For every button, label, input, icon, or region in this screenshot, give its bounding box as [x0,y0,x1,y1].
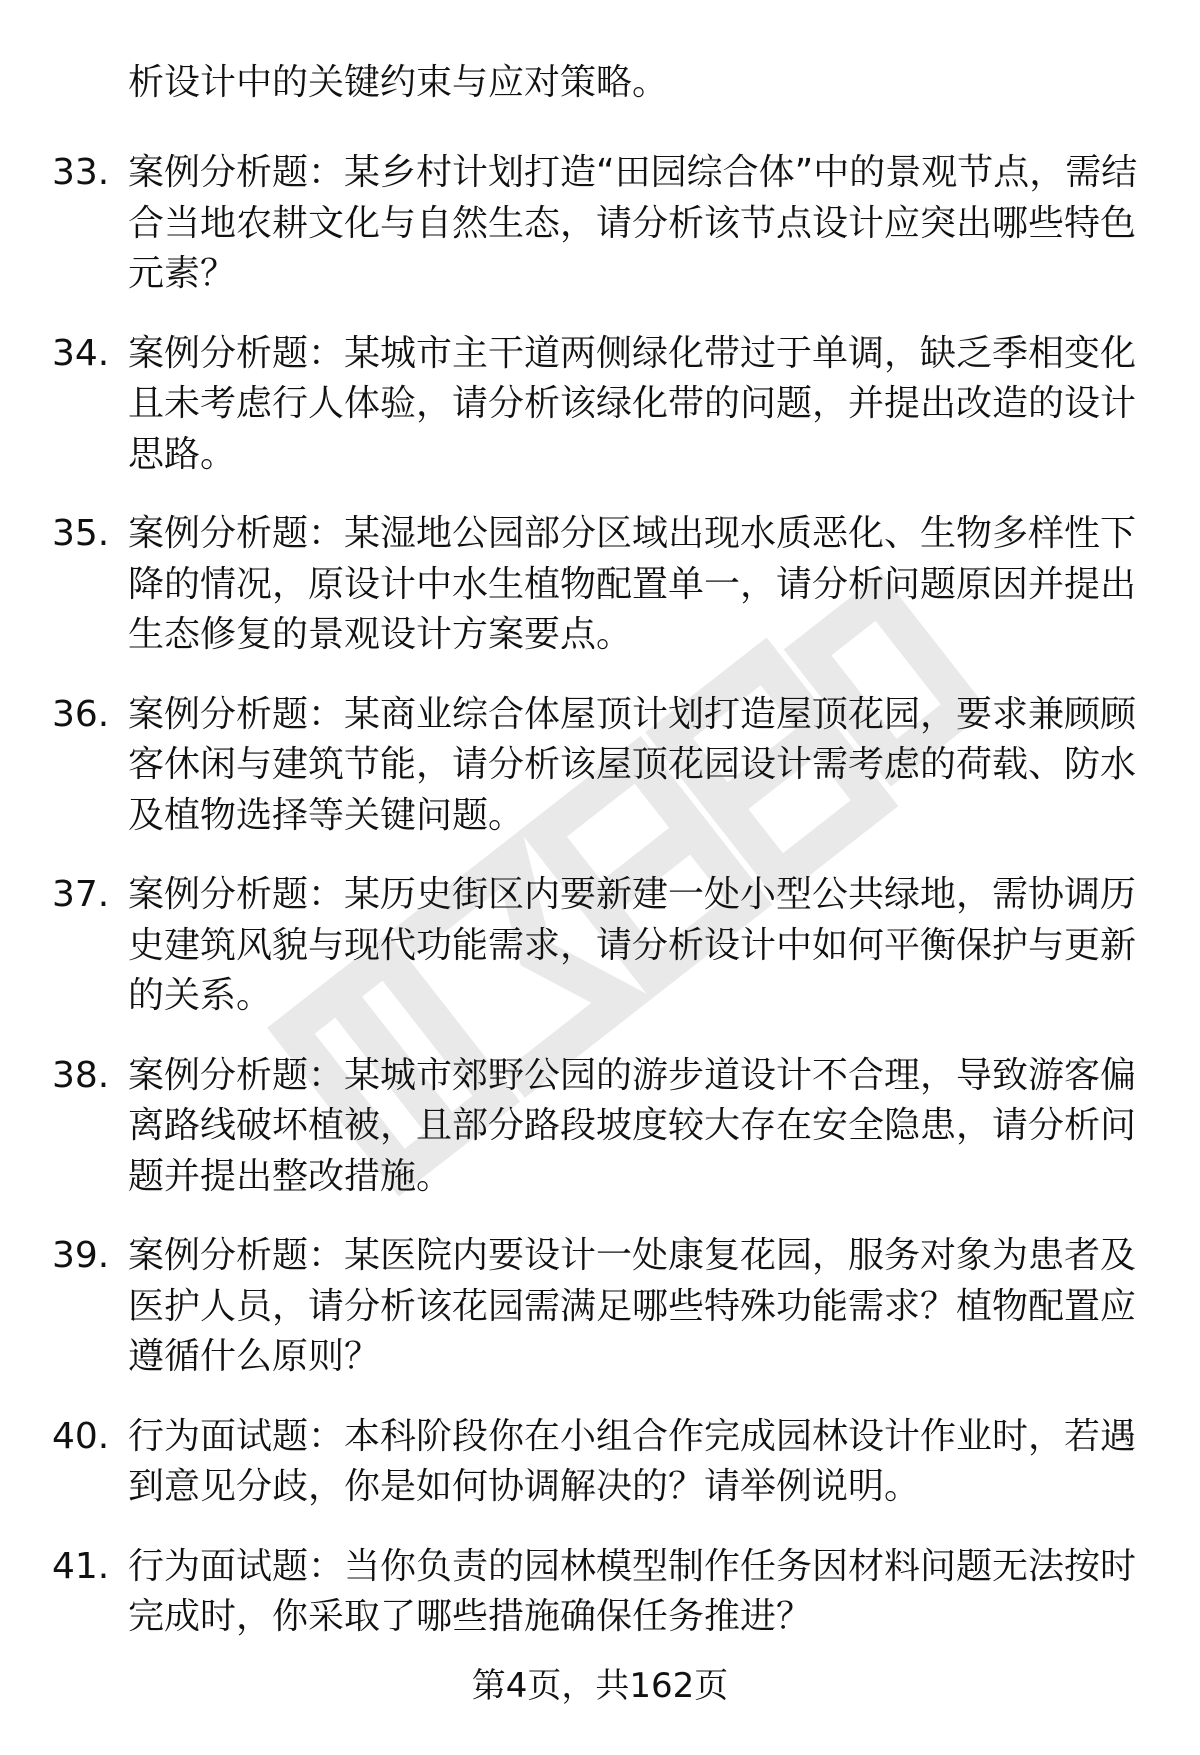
question-number: 38. [52,1054,110,1096]
question-list [52,148,1142,1672]
question-text: 案例分析题：某城市郊野公园的游步道设计不合理，导致游客偏离路线破坏植被，且部分路段坡度较大存在安全隐患，请分析问题并提出整改措施。 [128,1054,1137,1197]
question-item [52,509,1142,661]
question-item [52,1542,1142,1643]
question-number: 33. [52,152,110,193]
question-number: 36. [52,693,110,735]
question-number: 41. [52,1545,110,1587]
question-text: 案例分析题：某医院内要设计一处康复花园，服务对象为患者及医护人员，请分析该花园需满足哪些特殊功能需求？植物配置应遵循什么原则？ [128,1235,1137,1377]
question-number: 40. [52,1415,110,1457]
page-footer: 第4页，共162页 [471,1666,729,1706]
question-number: 35. [52,513,110,554]
question-text: 案例分析题：某乡村计划打造“田园综合体”中的景观节点，需结合当地农耕文化与自然生态，请分析该节点设计应突出哪些特色元素？ [128,152,1138,294]
question-item [52,690,1142,842]
question-text: 行为面试题：当你负责的园林模型制作任务因材料问题无法按时完成时，你采取了哪些措施确保任务推进？ [128,1545,1137,1637]
question-item [52,329,1142,481]
question-text: 案例分析题：某湿地公园部分区域出现水质恶化、生物多样性下降的情况，原设计中水生植物配置单一，请分析问题原因并提出生态修复的景观设计方案要点。 [128,513,1137,655]
continuation-text: 析设计中的关键约束与应对策略。 [128,62,669,103]
question-item [52,870,1142,1022]
question-number: 39. [52,1235,110,1276]
question-number: 34. [52,332,110,374]
question-item [52,1051,1142,1203]
question-text: 案例分析题：某城市主干道两侧绿化带过于单调，缺乏季相变化且未考虑行人体验，请分析该绿化带的问题，并提出改造的设计思路。 [128,332,1137,475]
question-item [52,148,1142,300]
question-text: 案例分析题：某历史街区内要新建一处小型公共绿地，需协调历史建筑风貌与现代功能需求，请分析设计中如何平衡保护与更新的关系。 [128,874,1137,1016]
question-item [52,1231,1142,1383]
question-text: 行为面试题：本科阶段你在小组合作完成园林设计作业时，若遇到意见分歧，你是如何协调解决的？请举例说明。 [128,1415,1137,1507]
question-item [52,1412,1142,1513]
question-text: 案例分析题：某商业综合体屋顶计划打造屋顶花园，要求兼顾顾客休闲与建筑节能，请分析该屋顶花园设计需考虑的荷载、防水及植物选择等关键问题。 [128,693,1137,836]
question-number: 37. [52,874,110,915]
